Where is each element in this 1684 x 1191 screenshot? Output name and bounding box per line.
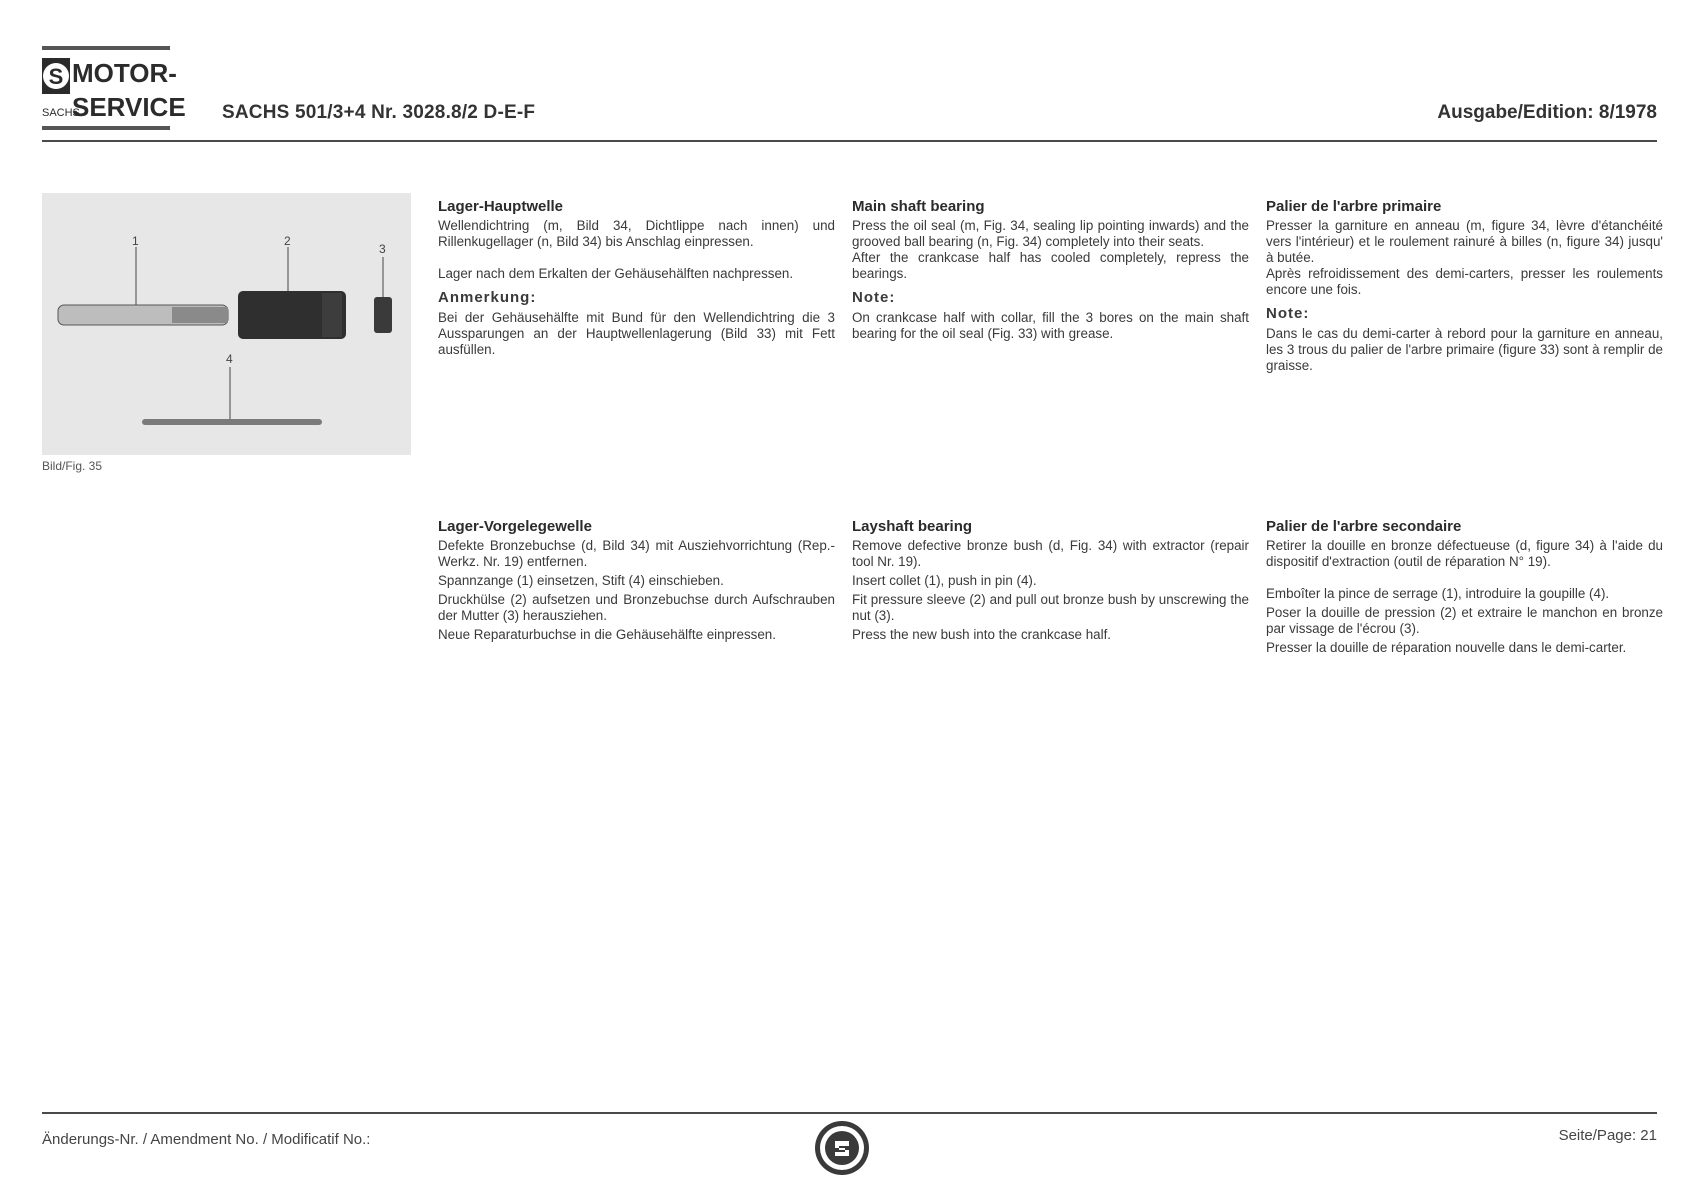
main-shaft-de (438, 198, 835, 358)
paragraph: Retirer la douille en bronze défectueuse (d, figure 34) à l'aide du dispositif d'extraction (outil de réparation N° 19). (1266, 538, 1663, 569)
sachs-emblem-icon (813, 1119, 871, 1177)
paragraph: Druckhülse (2) aufsetzen und Bronzebuchse durch Aufschrauben der Mutter (3) herausziehen. (438, 592, 835, 623)
extractor-tool-figure (42, 193, 411, 455)
note-text: On crankcase half with collar, fill the 3 bores on the main shaft bearing for the oil seal (Fig. 33) with grease. (852, 310, 1249, 341)
paragraph: Emboîter la pince de serrage (1), introduire la goupille (4). (1266, 586, 1610, 601)
layshaft-de (438, 518, 835, 643)
section-title: Palier de l'arbre secondaire (1266, 518, 1462, 535)
section-title: Lager-Vorgelegewelle (438, 518, 592, 535)
section-title: Lager-Hauptwelle (438, 198, 564, 215)
paragraph: After the crankcase half has cooled completely, repress the bearings. (852, 250, 1249, 281)
note-title: Anmerkung: (438, 289, 537, 306)
logo-line1: MOTOR- (72, 58, 177, 88)
paragraph: Wellendichtring (m, Bild 34, Dichtlippe nach innen) und Rillenkugellager (n, Bild 34) bis Anschlag einpressen. (438, 218, 835, 249)
layshaft-fr (1266, 518, 1663, 656)
header-divider (42, 140, 1657, 142)
paragraph: Spannzange (1) einsetzen, Stift (4) einschieben. (438, 573, 724, 588)
logo-brand: SACHS (42, 107, 80, 119)
note-title: Note: (852, 289, 896, 306)
page-number: Seite/Page: 21 (1558, 1127, 1657, 1144)
svg-text:S: S (48, 64, 64, 89)
document-subtitle: SACHS 501/3+4 Nr. 3028.8/2 D-E-F (222, 102, 536, 123)
note-text: Bei der Gehäusehälfte mit Bund für den Wellendichtring die 3 Aussparungen an der Hauptwellenlagerung (Bild 33) mit Fett ausfüllen. (438, 310, 835, 357)
section-title: Palier de l'arbre primaire (1266, 198, 1442, 215)
paragraph: Insert collet (1), push in pin (4). (852, 573, 1037, 588)
sachs-motor-service-logo (42, 46, 186, 130)
footer-divider (42, 1112, 1657, 1114)
main-shaft-fr (1266, 198, 1663, 374)
note-text: Dans le cas du demi-carter à rebord pour la garniture en anneau, les 3 trous du palier de l'arbre primaire (figure 33) sont à remplir de graisse. (1266, 326, 1663, 373)
figure-label-2: 2 (284, 234, 291, 248)
paragraph: Fit pressure sleeve (2) and pull out bronze bush by unscrewing the nut (3). (852, 592, 1249, 623)
figure-label-3: 3 (379, 242, 386, 256)
figure-label-1: 1 (132, 234, 139, 248)
paragraph: Presser la douille de réparation nouvelle dans le demi-carter. (1266, 640, 1627, 655)
paragraph: Lager nach dem Erkalten der Gehäusehälften nachpressen. (438, 266, 794, 281)
paragraph: Press the new bush into the crankcase half. (852, 627, 1112, 642)
paragraph: Presser la garniture en anneau (m, figure 34, lèvre d'étanchéité vers l'intérieur) et le roulement rainuré à billes (n, figure 34) jusqu' à butée. (1266, 218, 1663, 265)
paragraph: Poser la douille de pression (2) et extraire le manchon en bronze par vissage de l'écrou (3). (1266, 605, 1663, 636)
paragraph: Après refroidissement des demi-carters, presser les roulements encore une fois. (1266, 266, 1663, 297)
figure-label-4: 4 (226, 352, 233, 366)
edition-label: Ausgabe/Edition: 8/1978 (1437, 102, 1657, 123)
paragraph: Neue Reparaturbuchse in die Gehäusehälfte einpressen. (438, 627, 776, 642)
section-title: Layshaft bearing (852, 518, 973, 535)
amendment-label: Änderungs-Nr. / Amendment No. / Modificatif No.: (42, 1131, 371, 1148)
paragraph: Defekte Bronzebuchse (d, Bild 34) mit Ausziehvorrichtung (Rep.-Werkz. Nr. 19) entfernen. (438, 538, 835, 569)
layshaft-en (852, 518, 1249, 643)
logo-line2: SERVICE (72, 92, 186, 122)
paragraph: Remove defective bronze bush (d, Fig. 34) with extractor (repair tool Nr. 19). (852, 538, 1249, 569)
main-shaft-en (852, 198, 1249, 342)
section-title: Main shaft bearing (852, 198, 985, 215)
paragraph: Press the oil seal (m, Fig. 34, sealing lip pointing inwards) and the grooved ball bearing (n, Fig. 34) completely into their seats. (852, 218, 1249, 249)
figure-caption: Bild/Fig. 35 (42, 459, 103, 473)
note-title: Note: (1266, 305, 1310, 322)
